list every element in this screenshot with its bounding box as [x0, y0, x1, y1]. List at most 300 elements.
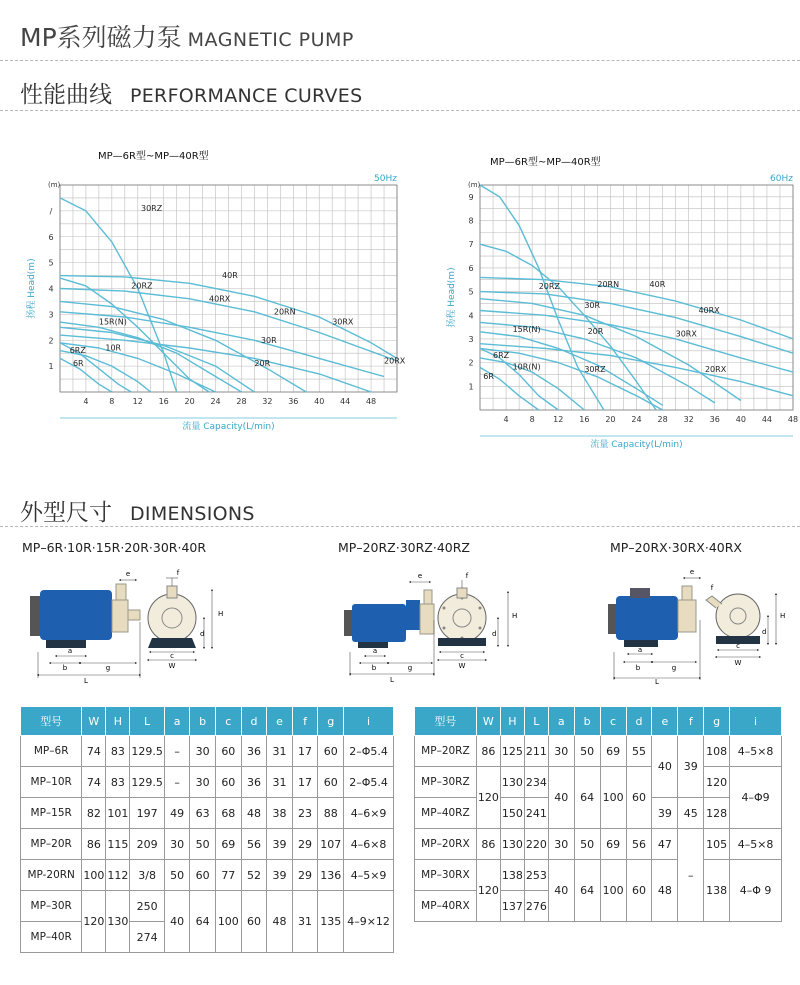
- cell-i: 4–5×8: [730, 829, 782, 860]
- dim-a: a: [372, 647, 378, 655]
- cell-i: 4–9×12: [344, 891, 394, 953]
- cell-e: 31: [267, 767, 293, 798]
- table-row: [415, 860, 782, 891]
- x-tick-label: 28: [657, 415, 668, 424]
- cell-a: 40: [548, 767, 574, 829]
- cell-c: 100: [600, 860, 626, 922]
- cell-b: 50: [574, 829, 600, 860]
- curve-10r: [60, 351, 151, 392]
- dim-w: W: [168, 662, 176, 670]
- dimensions-heading-en: DIMENSIONS: [130, 503, 255, 525]
- outlet-nozzle: [682, 586, 692, 600]
- curve-label: 20RX: [704, 365, 727, 375]
- inlet-nozzle: [128, 610, 140, 620]
- curve-label: 15R(N): [512, 324, 541, 334]
- pump-head: [420, 604, 434, 634]
- cell-model: MP–10R: [21, 767, 82, 798]
- cell-a: –: [164, 736, 190, 767]
- pump-head: [678, 600, 696, 632]
- cell-l: 209: [130, 829, 165, 860]
- dimensions-heading-zh: 外型尺寸: [20, 500, 112, 526]
- cell-f: 29: [292, 860, 318, 891]
- cell-f: 45: [678, 798, 704, 829]
- cell-i: 4–5×8: [730, 736, 782, 767]
- cell-h: 138: [500, 860, 524, 891]
- cell-l: 274: [130, 922, 165, 953]
- dim-f: f: [710, 584, 714, 592]
- cell-b: 64: [190, 891, 216, 953]
- cell-g: 88: [318, 798, 344, 829]
- x-tick-label: 8: [529, 415, 535, 424]
- header-i: i: [730, 707, 782, 736]
- cell-i: 4–6×8: [344, 829, 394, 860]
- front-base: [148, 638, 196, 648]
- cell-model: MP–30RZ: [415, 767, 477, 798]
- x-tick-label: 4: [503, 415, 509, 424]
- x-axis-label: 流量 Capacity(L/min): [590, 440, 683, 450]
- cell-l: 234: [524, 767, 548, 798]
- cell-h: 130: [106, 891, 130, 953]
- performance-divider: [0, 110, 800, 111]
- header-g: g: [704, 707, 730, 736]
- cell-l: 276: [524, 891, 548, 922]
- x-tick-label: 20: [605, 415, 616, 424]
- curve-label: 6R: [72, 359, 84, 369]
- x-tick-label: 24: [210, 397, 221, 406]
- table-row: [21, 736, 394, 767]
- curve-label: 20RN: [273, 307, 296, 317]
- dim-l: L: [84, 677, 88, 685]
- x-tick-label: 40: [314, 397, 325, 406]
- cell-w: 86: [476, 829, 500, 860]
- curve-label: 30RZ: [584, 365, 606, 375]
- cell-d: 36: [241, 767, 267, 798]
- cell-model: MP–30RX: [415, 860, 477, 891]
- curve-label: 15R(N): [98, 317, 127, 327]
- pump-drawing-rx: [608, 568, 785, 686]
- dim-l: L: [655, 678, 659, 686]
- curve-label: 30R: [584, 301, 601, 311]
- motor-body: [616, 596, 678, 640]
- cell-d: 60: [626, 860, 652, 922]
- y-axis-label: 扬程 Head(m): [27, 258, 37, 319]
- table-row: [415, 767, 782, 798]
- header-f: f: [678, 707, 704, 736]
- dim-h: H: [218, 610, 224, 618]
- cell-a: 40: [164, 891, 190, 953]
- x-tick-label: 24: [631, 415, 642, 424]
- cell-l: 241: [524, 798, 548, 829]
- cell-d: 56: [241, 829, 267, 860]
- pump-drawing-rz: [344, 572, 517, 684]
- cell-e: 39: [267, 829, 293, 860]
- dimensions-heading: [20, 494, 255, 527]
- cell-d: 36: [241, 736, 267, 767]
- table-row: [21, 891, 394, 922]
- cell-g: 138: [704, 860, 730, 922]
- x-tick-label: 4: [83, 397, 89, 406]
- dim-g: g: [407, 664, 413, 672]
- cell-l: 129.5: [130, 767, 165, 798]
- cell-d: 52: [241, 860, 267, 891]
- cell-a: 49: [164, 798, 190, 829]
- cell-g: 107: [318, 829, 344, 860]
- frequency-label: 50Hz: [374, 174, 397, 184]
- cell-b: 64: [574, 767, 600, 829]
- cell-g: 60: [318, 767, 344, 798]
- cell-f: 23: [292, 798, 318, 829]
- pump-drawing-standard: [30, 569, 223, 685]
- cell-g: 108: [704, 736, 730, 767]
- cell-w: 86: [82, 829, 106, 860]
- cell-l: 3/8: [130, 860, 165, 891]
- x-tick-label: 32: [683, 415, 694, 424]
- table-row: [21, 829, 394, 860]
- curve-label: 30RZ: [141, 203, 163, 213]
- curve-label: 20RN: [597, 279, 620, 289]
- x-axis-label: 流量 Capacity(L/min): [182, 422, 275, 432]
- cell-l: 197: [130, 798, 165, 829]
- cell-l: 250: [130, 891, 165, 922]
- cell-l: 211: [524, 736, 548, 767]
- cell-a: 30: [548, 736, 574, 767]
- curve-label: 6R: [483, 372, 494, 382]
- cell-w: 74: [82, 736, 106, 767]
- cell-l: 129.5: [130, 736, 165, 767]
- curve-label: 6RZ: [493, 350, 510, 360]
- cell-d: 48: [241, 798, 267, 829]
- motor-endcap: [344, 610, 352, 636]
- cell-w: 120: [476, 767, 500, 829]
- cell-d: 55: [626, 736, 652, 767]
- header-b: b: [574, 707, 600, 736]
- cell-b: 63: [190, 798, 216, 829]
- motor-endcap: [608, 604, 616, 634]
- curve-label: 20RZ: [131, 281, 153, 291]
- y-tick-label: 3: [48, 310, 54, 320]
- cell-a: 50: [164, 860, 190, 891]
- cell-g: 105: [704, 829, 730, 860]
- cell-model: MP–15R: [21, 798, 82, 829]
- curve-label: 6RZ: [69, 346, 86, 356]
- cell-model: MP–40R: [21, 922, 82, 953]
- motor-terminal: [630, 588, 650, 598]
- cell-w: 100: [82, 860, 106, 891]
- header-l: L: [130, 707, 165, 736]
- outlet-nozzle: [116, 584, 126, 600]
- cell-b: 60: [190, 860, 216, 891]
- cell-f: 17: [292, 736, 318, 767]
- dim-f: f: [176, 569, 180, 577]
- x-tick-label: 48: [787, 415, 799, 424]
- cell-b: 64: [574, 860, 600, 922]
- cell-a: 30: [548, 829, 574, 860]
- dim-w: W: [458, 662, 466, 670]
- outlet-nozzle: [424, 590, 432, 604]
- x-tick-label: 44: [340, 397, 351, 406]
- cell-e: 40: [652, 736, 678, 798]
- y-unit-label: (m): [468, 181, 481, 189]
- curve-30rz: [480, 185, 604, 410]
- header-e: e: [652, 707, 678, 736]
- header-c: c: [215, 707, 241, 736]
- cell-e: 48: [652, 860, 678, 922]
- header-w: W: [82, 707, 106, 736]
- cell-l: 220: [524, 829, 548, 860]
- dim-c: c: [170, 652, 174, 660]
- header-l: L: [524, 707, 548, 736]
- header-i: i: [344, 707, 394, 736]
- header-divider: [0, 60, 800, 61]
- variant-title-standard: MP–6R·10R·15R·20R·30R·40R: [22, 540, 207, 555]
- y-tick-label: 7: [468, 240, 474, 250]
- cell-c: 69: [600, 829, 626, 860]
- x-tick-label: 12: [132, 397, 143, 406]
- x-tick-label: 20: [184, 397, 195, 406]
- header-d: d: [241, 707, 267, 736]
- performance-heading-en: PERFORMANCE CURVES: [130, 85, 363, 107]
- header-b: b: [190, 707, 216, 736]
- cell-b: 50: [190, 829, 216, 860]
- cell-d: 60: [241, 891, 267, 953]
- cell-g: 136: [318, 860, 344, 891]
- x-tick-label: 40: [735, 415, 746, 424]
- cell-i: 4–6×9: [344, 798, 394, 829]
- cell-a: 30: [164, 829, 190, 860]
- y-tick-label: 4: [468, 311, 474, 321]
- curve-label: 10R(N): [512, 362, 541, 372]
- y-tick-label: /: [49, 206, 53, 216]
- cell-i: 4–Φ9: [730, 767, 782, 829]
- header-a: a: [548, 707, 574, 736]
- dim-d: d: [762, 628, 767, 636]
- y-tick-label: 6: [48, 232, 54, 242]
- curve-label: 20R: [587, 327, 604, 337]
- cell-d: 60: [626, 767, 652, 829]
- cell-h: 83: [106, 736, 130, 767]
- frequency-label: 60Hz: [770, 174, 793, 184]
- dim-e: e: [417, 572, 423, 580]
- dimension-table-standard: [20, 706, 394, 953]
- cell-g: 120: [704, 767, 730, 798]
- header-w: W: [476, 707, 500, 736]
- x-tick-label: 32: [262, 397, 273, 406]
- chart-title: MP—6R型~MP—40R型: [98, 151, 209, 162]
- motor-base: [46, 640, 86, 648]
- cell-f: 17: [292, 767, 318, 798]
- cell-model: MP–40RZ: [415, 798, 477, 829]
- curve-label: 20RX: [384, 356, 406, 366]
- cell-b: 30: [190, 767, 216, 798]
- dim-w: W: [734, 659, 742, 667]
- cell-g: 60: [318, 736, 344, 767]
- curve-label: 40R: [222, 271, 238, 281]
- cell-i: 4–Φ 9: [730, 860, 782, 922]
- dim-l: L: [390, 676, 394, 684]
- table-header-row: [21, 707, 394, 736]
- table-row: [415, 736, 782, 767]
- cell-w: 120: [82, 891, 106, 953]
- table-row: [21, 798, 394, 829]
- cell-f: –: [678, 829, 704, 922]
- pump-front-casing: [148, 594, 196, 642]
- cell-h: 115: [106, 829, 130, 860]
- cell-c: 68: [215, 798, 241, 829]
- performance-heading-zh: 性能曲线: [20, 82, 112, 108]
- cell-e: 39: [652, 798, 678, 829]
- dim-f: f: [465, 572, 469, 580]
- header-f: f: [292, 707, 318, 736]
- cell-c: 69: [215, 829, 241, 860]
- dim-a: a: [637, 646, 643, 654]
- header-e: e: [267, 707, 293, 736]
- cell-w: 74: [82, 767, 106, 798]
- cell-a: 40: [548, 860, 574, 922]
- brand-title: [20, 18, 354, 54]
- motor-terminal: [406, 600, 420, 630]
- cell-c: 69: [600, 736, 626, 767]
- cell-f: 31: [292, 891, 318, 953]
- x-tick-label: 28: [236, 397, 247, 406]
- dim-g: g: [671, 664, 677, 672]
- x-tick-label: 48: [365, 397, 377, 406]
- table-row: [21, 767, 394, 798]
- dim-d: d: [200, 630, 205, 638]
- cell-h: 150: [500, 798, 524, 829]
- pump-drawings: [0, 560, 800, 685]
- y-tick-label: 3: [468, 334, 474, 344]
- variant-title-rx: MP–20RX·30RX·40RX: [610, 540, 742, 555]
- dimension-table-rz-rx: [414, 706, 782, 922]
- header-d: d: [626, 707, 652, 736]
- dim-c: c: [460, 652, 464, 660]
- cell-model: MP–6R: [21, 736, 82, 767]
- cell-l: 253: [524, 860, 548, 891]
- motor-body: [352, 604, 406, 642]
- front-outlet: [167, 586, 177, 598]
- header-model: 型号: [415, 707, 477, 736]
- y-unit-label: (m): [48, 181, 61, 189]
- table-row: [415, 829, 782, 860]
- dim-g: g: [105, 664, 111, 672]
- cell-i: 4–5×9: [344, 860, 394, 891]
- x-tick-label: 8: [109, 397, 115, 406]
- cell-e: 47: [652, 829, 678, 860]
- performance-heading: [20, 76, 362, 109]
- cell-model: MP–20RZ: [415, 736, 477, 767]
- cell-w: 120: [476, 860, 500, 922]
- dim-c: c: [736, 642, 740, 650]
- chart-title: MP—6R型~MP—40R型: [490, 157, 601, 168]
- cell-i: 2–Φ5.4: [344, 736, 394, 767]
- front-outlet: [457, 588, 467, 598]
- y-tick-label: 2: [468, 358, 474, 368]
- curve-label: 10R: [105, 343, 122, 353]
- header-g: g: [318, 707, 344, 736]
- y-tick-label: 5: [48, 258, 54, 268]
- x-tick-label: 44: [761, 415, 773, 424]
- dim-d: d: [492, 630, 497, 638]
- cell-g: 135: [318, 891, 344, 953]
- cell-h: 101: [106, 798, 130, 829]
- brand-title-en: MAGNETIC PUMP: [187, 29, 354, 51]
- header-a: a: [164, 707, 190, 736]
- header-model: 型号: [21, 707, 82, 736]
- x-tick-label: 16: [158, 397, 169, 406]
- pump-front-casing: [716, 594, 760, 638]
- dimensions-divider: [0, 526, 800, 527]
- cell-e: 39: [267, 860, 293, 891]
- cell-model: MP-20RN: [21, 860, 82, 891]
- cell-f: 39: [678, 736, 704, 798]
- curve-label: 40R: [649, 279, 666, 289]
- cell-h: 130: [500, 829, 524, 860]
- cell-i: 2–Φ5.4: [344, 767, 394, 798]
- dim-h: H: [780, 612, 786, 620]
- brand-title-zh: MP系列磁力泵: [20, 23, 182, 52]
- curve-label: 20R: [254, 359, 271, 369]
- dim-a: a: [67, 647, 73, 655]
- y-tick-label: 1: [468, 382, 474, 392]
- cell-a: –: [164, 767, 190, 798]
- y-tick-label: 6: [468, 263, 474, 273]
- cell-b: 50: [574, 736, 600, 767]
- cell-d: 56: [626, 829, 652, 860]
- cell-f: 29: [292, 829, 318, 860]
- dim-e: e: [689, 568, 695, 576]
- y-tick-label: 4: [48, 284, 54, 294]
- curve-label: 20RZ: [538, 282, 560, 292]
- performance-chart-60hz: [400, 135, 800, 465]
- x-tick-label: 12: [553, 415, 564, 424]
- cell-h: 112: [106, 860, 130, 891]
- cell-c: 100: [215, 891, 241, 953]
- table-header-row: [415, 707, 782, 736]
- cell-model: MP–20R: [21, 829, 82, 860]
- cell-h: 130: [500, 767, 524, 798]
- dim-e: e: [125, 570, 131, 578]
- cell-g: 128: [704, 798, 730, 829]
- pump-front-casing: [438, 594, 486, 642]
- cell-c: 77: [215, 860, 241, 891]
- cell-h: 83: [106, 767, 130, 798]
- header-c: c: [600, 707, 626, 736]
- dim-b: b: [371, 664, 377, 672]
- curve-label: 40RX: [698, 305, 720, 315]
- cell-c: 100: [600, 767, 626, 829]
- front-base: [438, 638, 486, 646]
- cell-w: 82: [82, 798, 106, 829]
- curve-label: 40RX: [209, 294, 231, 304]
- curve-label: 30RX: [332, 317, 354, 327]
- y-axis-label: 扬程 Head(m): [447, 267, 457, 328]
- y-tick-label: 8: [468, 216, 474, 226]
- cell-model: MP–40RX: [415, 891, 477, 922]
- table-row: [21, 860, 394, 891]
- dim-b: b: [62, 664, 68, 672]
- cell-h: 137: [500, 891, 524, 922]
- variant-title-rz: MP–20RZ·30RZ·40RZ: [338, 540, 470, 555]
- y-tick-label: 2: [48, 336, 54, 346]
- cell-model: MP–30R: [21, 891, 82, 922]
- cell-b: 30: [190, 736, 216, 767]
- cell-c: 60: [215, 736, 241, 767]
- cell-model: MP–20RX: [415, 829, 477, 860]
- cell-h: 125: [500, 736, 524, 767]
- x-tick-label: 16: [579, 415, 590, 424]
- curve-label: 30RX: [675, 329, 697, 339]
- cell-w: 86: [476, 736, 500, 767]
